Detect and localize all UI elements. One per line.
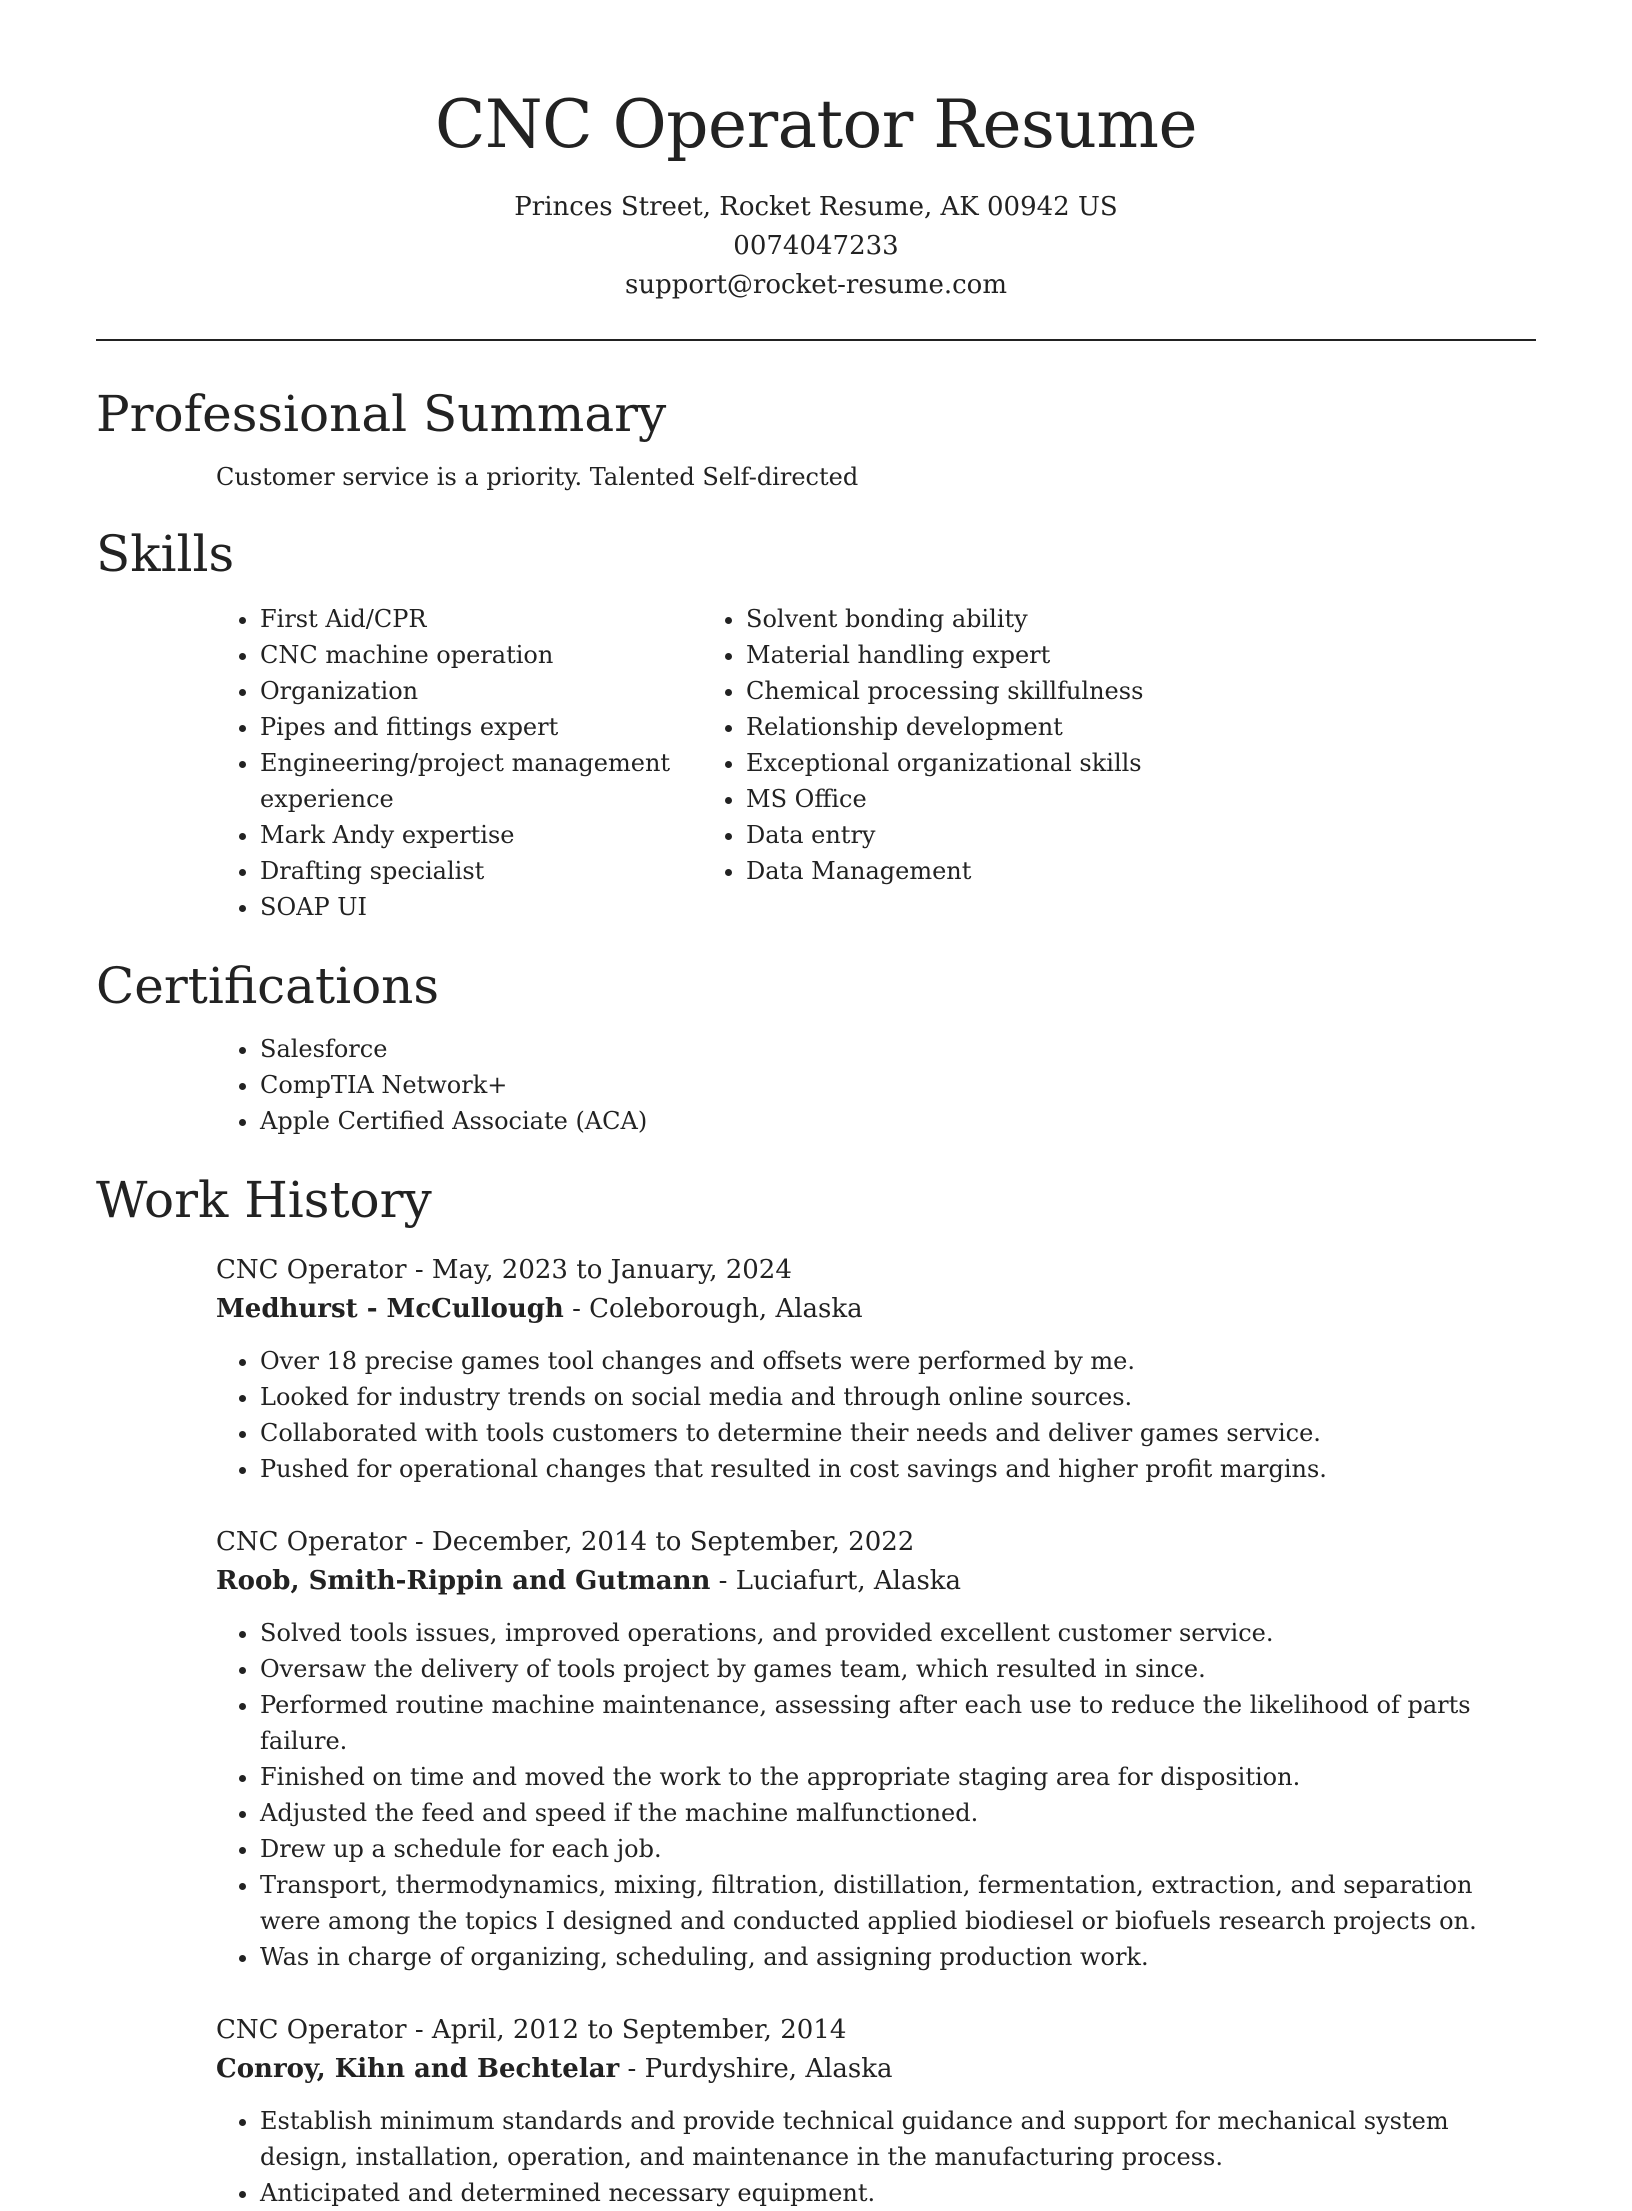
skill-item: • Solvent bonding ability	[746, 601, 1143, 637]
certification-item: • Salesforce	[260, 1031, 1536, 1067]
skill-item: • CNC machine operation	[260, 637, 746, 673]
section-heading-skills: Skills	[96, 525, 235, 583]
section-heading-work-history: Work History	[96, 1171, 432, 1229]
job-company-line	[216, 1562, 1536, 1601]
job-company: Conroy, Kihn and Bechtelar	[216, 2054, 620, 2084]
skill-item: • First Aid/CPR	[260, 601, 746, 637]
job-location: - Luciafurt, Alaska	[710, 1566, 962, 1596]
job-duty: • Looked for industry trends on social media and through online sources.	[260, 1379, 1536, 1415]
resume-page	[96, 0, 1536, 2211]
skill-item: • Chemical processing skillfulness	[746, 673, 1143, 709]
job-duty: • Performed routine machine maintenance, assessing after each use to reduce the likelihood of parts failure.	[260, 1687, 1536, 1759]
summary-text: Customer service is a priority. Talented Self-directed	[216, 463, 859, 491]
skill-item: • Engineering/project management experience	[260, 745, 746, 817]
job-duties-list	[216, 2103, 1536, 2211]
skill-item: • Material handling expert	[746, 637, 1143, 673]
job-location: - Purdyshire, Alaska	[619, 2054, 893, 2084]
job-duty: • Finished on time and moved the work to the appropriate staging area for disposition.	[260, 1759, 1536, 1795]
job-entry	[216, 1523, 1536, 1975]
certification-item: • CompTIA Network+	[260, 1067, 1536, 1103]
header-divider	[96, 339, 1536, 341]
job-duty: • Establish minimum standards and provide technical guidance and support for mechanical system design, installation, operation, and maintenance in the manufacturing process.	[260, 2103, 1536, 2175]
skill-item: • MS Office	[746, 781, 1143, 817]
skills-column-left	[96, 601, 746, 925]
contact-block	[96, 188, 1536, 305]
job-entry	[216, 1251, 1536, 1487]
contact-address: Princes Street, Rocket Resume, AK 00942 US	[514, 192, 1118, 222]
job-duty: • Over 18 precise games tool changes and offsets were performed by me.	[260, 1343, 1536, 1379]
skill-item: • Mark Andy expertise	[260, 817, 746, 853]
job-title: CNC Operator - December, 2014 to September, 2022	[216, 1527, 915, 1557]
job-duty: • Pushed for operational changes that resulted in cost savings and higher profit margins.	[260, 1451, 1536, 1487]
job-duty: • Solved tools issues, improved operations, and provided excellent customer service.	[260, 1615, 1536, 1651]
skill-item: • Data entry	[746, 817, 1143, 853]
skill-item: • Drafting specialist	[260, 853, 746, 889]
job-duty: • Anticipated and determined necessary equipment.	[260, 2175, 1536, 2211]
job-company-line	[216, 2050, 1536, 2089]
job-title: CNC Operator - May, 2023 to January, 2024	[216, 1255, 792, 1285]
job-duty: • Collaborated with tools customers to determine their needs and deliver games service.	[260, 1415, 1536, 1451]
contact-phone: 0074047233	[733, 231, 899, 261]
skill-item: • Pipes and fittings expert	[260, 709, 746, 745]
job-company: Roob, Smith-Rippin and Gutmann	[216, 1566, 711, 1596]
skills-column-right	[746, 601, 1143, 925]
job-duty: • Drew up a schedule for each job.	[260, 1831, 1536, 1867]
job-duty: • Transport, thermodynamics, mixing, filtration, distillation, fermentation, extraction, and separation were among the topics I designed and conducted applied biodiesel or biofuels research projects on.	[260, 1867, 1536, 1939]
job-duty: • Adjusted the feed and speed if the machine malfunctioned.	[260, 1795, 1536, 1831]
section-heading-certifications: Certifications	[96, 957, 440, 1015]
skill-item: • Exceptional organizational skills	[746, 745, 1143, 781]
contact-email: support@rocket-resume.com	[624, 270, 1007, 300]
resume-title: CNC Operator Resume	[434, 86, 1198, 163]
job-duties-list	[216, 1343, 1536, 1487]
skill-item: • SOAP UI	[260, 889, 746, 925]
job-location: - Coleborough, Alaska	[563, 1294, 863, 1324]
job-entry	[216, 2011, 1536, 2211]
skills-list	[96, 601, 1536, 925]
job-duties-list	[216, 1615, 1536, 1975]
job-company: Medhurst - McCullough	[216, 1294, 564, 1324]
job-title: CNC Operator - April, 2012 to September, 2014	[216, 2015, 847, 2045]
job-company-line	[216, 1290, 1536, 1329]
certifications-list	[96, 1031, 1536, 1139]
certification-item: • Apple Certified Associate (ACA)	[260, 1103, 1536, 1139]
skill-item: • Organization	[260, 673, 746, 709]
skill-item: • Data Management	[746, 853, 1143, 889]
skill-item: • Relationship development	[746, 709, 1143, 745]
job-duty: • Oversaw the delivery of tools project by games team, which resulted in since.	[260, 1651, 1536, 1687]
section-heading-summary: Professional Summary	[96, 385, 667, 443]
job-duty: • Was in charge of organizing, scheduling, and assigning production work.	[260, 1939, 1536, 1975]
